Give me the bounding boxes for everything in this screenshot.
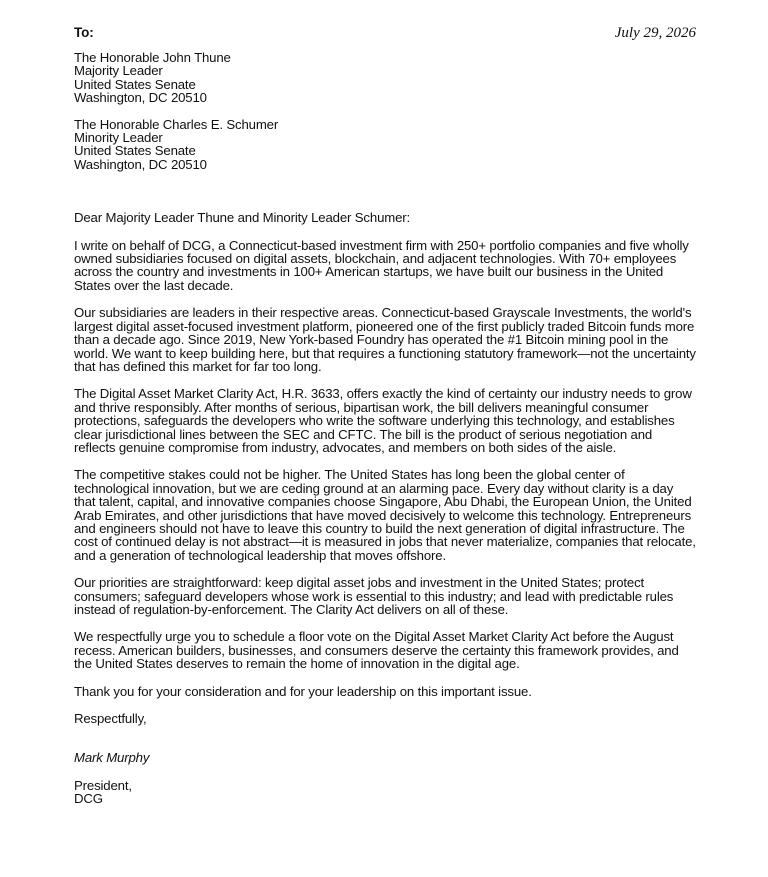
recipient-city: Washington, DC 20510 [74, 90, 207, 106]
recipient-address-1 [74, 51, 696, 105]
recipient-institution: United States Senate [74, 143, 196, 159]
salutation: Dear Majority Leader Thune and Minority Leader Schumer: [74, 210, 411, 226]
paragraph-subsidiaries: Our subsidiaries are leaders in their respective areas. Connecticut-based Grayscale Investments, the world's largest digital asset-focused investment platform, pioneered one of the first publicly traded Bitcoin funds more than a decade ago. Since 2019, New York-based Foundry has operated the #1 Bitcoin mining pool in the world. We want to keep building here, but that requires a functioning statutory framework—not the uncertainty that has defined this market for far too long. [74, 305, 696, 374]
recipient-name: The Honorable John Thune [74, 50, 231, 65]
signature-name: Mark Murphy [74, 750, 150, 766]
recipient-address-2 [74, 118, 696, 172]
paragraph-competitive-stakes: The competitive stakes could not be higher. The United States has long been the global center of technological innovation, but we are ceding ground at an alarming pace. Every day without clarity is a day that talent, capital, and innovative companies choose Singapore, Abu Dhabi, the European Union, the United Arab Emirates, and other jurisdictions that have moved decisively to welcome this technology. Entrepreneurs and engineers should not have to leave this country to build the next generation of digital infrastructure. The cost of continued delay is not abstract—it is measured in jobs that never materialize, companies that relocate, and a generation of technological leadership that moves offshore. [74, 467, 696, 563]
paragraph-priorities: Our priorities are straightforward: keep digital asset jobs and investment in the United States; protect consumers; safeguard developers whose work is essential to this industry; and lead with predictable rules instead of regulation-by-enforcement. The Clarity Act delivers on all of these. [74, 575, 674, 617]
letter-date: July 29, 2026 [614, 25, 696, 41]
paragraph-intro: I write on behalf of DCG, a Connecticut-based investment firm with 250+ portfolio companies and five wholly owned subsidiaries focused on digital assets, blockchain, and adjacent technologies. With 70+ employees across the country and investments in 100+ American startups, we have built our business in the United States over the last decade. [74, 237, 689, 293]
recipient-institution: United States Senate [74, 76, 196, 92]
recipient-title: Majority Leader [74, 63, 163, 79]
to-label: To: [74, 25, 94, 40]
closing: Respectfully, [74, 711, 147, 727]
recipient-city: Washington, DC 20510 [74, 156, 207, 172]
recipient-title: Minority Leader [74, 130, 163, 146]
signature-org: DCG [74, 791, 103, 807]
paragraph-request: We respectfully urge you to schedule a floor vote on the Digital Asset Market Clarity Act before the August recess. American builders, businesses, and consumers deserve the certainty this framework provides, and the United States deserves to remain the home of innovation in the digital age. [74, 629, 679, 672]
paragraph-clarity-act: The Digital Asset Market Clarity Act, H.R. 3633, offers exactly the kind of certainty our industry needs to grow and thrive responsibly. After months of serious, bipartisan work, the bill delivers meaningful consumer protections, safeguards the developers who write the software underlying this technology, and establishes clear jurisdictional lines between the SEC and CFTC. The bill is the product of serious negotiation and reflects genuine compromise from industry, advocates, and members on both sides of the aisle. [74, 386, 692, 455]
recipient-name: The Honorable Charles E. Schumer [74, 116, 279, 132]
letter-body [74, 51, 696, 806]
signature-title: President, [74, 777, 132, 793]
signature-title-block [74, 779, 696, 806]
paragraph-thanks: Thank you for your consideration and for your leadership on this important issue. [74, 683, 532, 699]
